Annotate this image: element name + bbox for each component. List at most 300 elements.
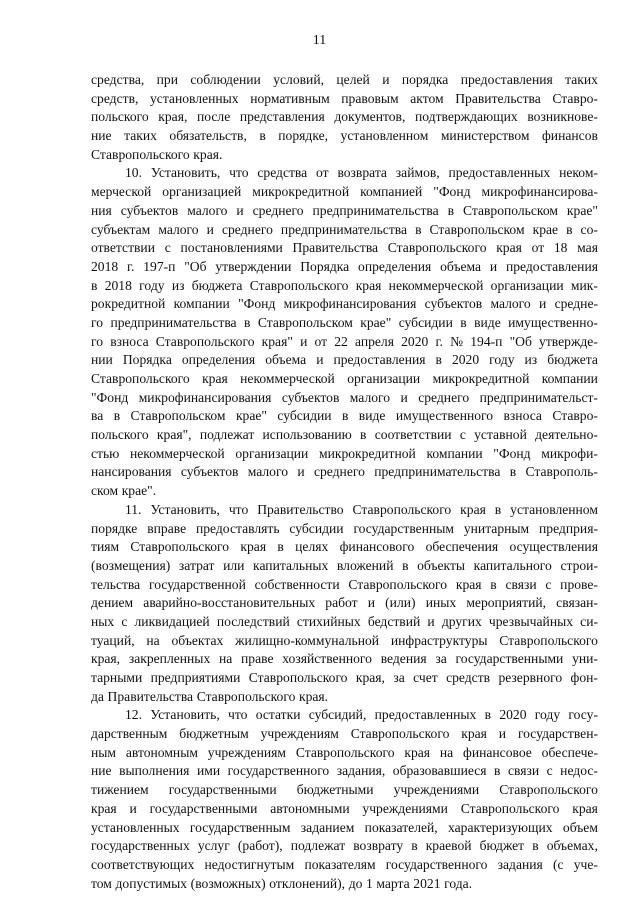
word: некоммерческой	[240, 371, 335, 386]
word: возврату	[353, 838, 404, 854]
word: организации	[490, 277, 564, 293]
word: государственными	[455, 651, 564, 667]
word: рокредитной	[91, 296, 166, 312]
text-line	[91, 576, 598, 595]
word: подлежат	[199, 427, 255, 443]
word: мероприятий,	[466, 595, 547, 611]
word: за	[393, 670, 405, 685]
word: микрокредитной	[252, 184, 350, 200]
word: крае"	[235, 408, 267, 424]
word: предпринимательства	[280, 221, 408, 237]
text-line	[91, 258, 598, 277]
word: в	[411, 838, 418, 854]
word: отклонений),	[269, 875, 346, 891]
word: Ставропольского	[249, 277, 349, 293]
word: дением	[91, 595, 134, 611]
word: Установить,	[150, 165, 221, 181]
word: го	[91, 314, 104, 330]
word: Ставропольского	[91, 371, 190, 386]
word: предпринимательства	[110, 314, 237, 330]
word: средства,	[91, 72, 145, 87]
word: связи	[507, 763, 540, 779]
word: что	[228, 707, 248, 723]
word: 2020	[451, 352, 480, 368]
word: таких	[124, 128, 157, 144]
word: в	[490, 576, 497, 592]
word: и	[236, 202, 244, 218]
word: образовавшиеся	[392, 763, 487, 779]
word: документов,	[334, 109, 406, 125]
document-body	[91, 71, 598, 893]
word: актом	[410, 90, 444, 106]
text-line	[91, 875, 598, 894]
word: от	[531, 240, 545, 256]
word: 22	[334, 333, 348, 349]
word: бюджета	[547, 352, 598, 368]
word: году	[489, 352, 515, 368]
word: и	[382, 72, 390, 87]
word: остатки	[255, 707, 301, 723]
word: связи	[505, 576, 537, 592]
word: ведения	[380, 651, 427, 667]
word: 197-п	[143, 258, 176, 274]
word: имущественного	[395, 408, 494, 424]
word: микрофинансирова-	[481, 184, 598, 200]
word: края	[572, 800, 598, 816]
text-line	[91, 501, 598, 520]
word: порядка	[401, 72, 449, 87]
word: в	[566, 221, 573, 237]
word: автономными	[270, 800, 350, 816]
word: микрофинансирования	[138, 389, 272, 405]
word: от	[316, 165, 329, 181]
word: микрофи-	[541, 445, 598, 461]
word: взноса	[503, 408, 542, 424]
word: характеризующих	[448, 819, 553, 835]
word: марта	[376, 875, 410, 891]
word: показателей,	[364, 819, 438, 835]
text-line	[91, 538, 598, 557]
word: с	[121, 613, 128, 629]
word: до	[348, 875, 363, 891]
word: государственной	[148, 576, 246, 592]
text-line	[91, 837, 598, 856]
text-line	[91, 800, 598, 819]
word: крае"	[566, 202, 598, 218]
text-line	[91, 239, 598, 258]
word: среднего	[221, 221, 273, 237]
word: уставной	[474, 427, 527, 443]
word: счет	[413, 670, 438, 685]
word: определения	[181, 352, 256, 368]
word: 2021	[413, 875, 441, 891]
text-line	[91, 445, 598, 464]
text-line	[91, 277, 598, 296]
word: ими	[196, 763, 221, 779]
word: края	[455, 576, 482, 592]
word: Ставропольском	[130, 408, 226, 424]
text-line	[91, 164, 598, 183]
word: да	[91, 688, 104, 704]
word: края	[404, 744, 431, 760]
text-line	[91, 706, 598, 725]
word: виде	[358, 408, 386, 424]
word: государственным	[353, 520, 454, 536]
text-line	[91, 71, 598, 90]
word: учреждениям	[207, 744, 286, 760]
word: имущественно-	[508, 314, 598, 330]
word: предприятиями	[150, 670, 241, 685]
word: и	[427, 613, 435, 629]
word: среднего	[418, 389, 470, 405]
word: том	[91, 875, 112, 891]
word: Ставропольского	[91, 146, 190, 162]
word: затрат	[178, 557, 215, 573]
word: мая	[577, 240, 598, 256]
word: на	[146, 632, 160, 648]
word: уни-	[572, 651, 598, 667]
word: организацией	[162, 184, 242, 200]
word: государственных	[91, 838, 190, 854]
text-line	[91, 781, 598, 800]
word: №	[450, 333, 464, 349]
word: Ставропольского	[348, 576, 448, 592]
word: Установить,	[150, 501, 220, 517]
word: "Об	[184, 258, 207, 274]
word: Правительства	[292, 240, 379, 256]
word: мерческой	[91, 184, 152, 200]
text-line	[91, 762, 598, 781]
word: установленных	[91, 819, 180, 835]
word: таких	[565, 72, 598, 87]
word: (работ),	[237, 838, 283, 854]
word: учреждениям	[260, 726, 339, 742]
word: государственного	[227, 763, 330, 779]
word: края	[460, 501, 486, 517]
word: году	[534, 707, 561, 723]
word: субъектов	[180, 464, 239, 480]
word: организации	[235, 445, 309, 461]
text-line	[91, 108, 598, 127]
word: хозяйственного	[282, 651, 372, 667]
word: фон-	[570, 670, 598, 685]
text-line	[91, 351, 598, 370]
word: в	[244, 314, 251, 330]
word: с	[459, 427, 466, 443]
word: Ставропольского	[499, 782, 598, 798]
word: "Фонд	[238, 296, 276, 312]
word: учреждениями	[393, 782, 480, 798]
word: унитарным	[463, 520, 530, 536]
word: года.	[444, 875, 473, 891]
word: автономным	[125, 744, 198, 760]
word: нормативным	[250, 90, 330, 106]
word: и	[498, 726, 507, 742]
word: виде	[474, 314, 501, 330]
word: условий,	[273, 72, 324, 87]
word: средне-	[554, 296, 598, 312]
word: недос-	[560, 763, 598, 779]
word: (возмещения)	[91, 557, 171, 573]
word: и	[539, 296, 547, 312]
word: взноса	[110, 333, 149, 349]
word: бюджетными	[296, 782, 374, 798]
word: нии	[91, 352, 113, 368]
word: капитальных	[253, 557, 329, 573]
word: жилищно-коммунальной	[235, 632, 380, 648]
word: польского	[91, 109, 149, 125]
text-line	[91, 520, 598, 539]
word: праве	[241, 651, 274, 667]
word: государственными	[168, 782, 277, 798]
word: государственного	[385, 856, 488, 872]
word: с	[545, 576, 552, 592]
word: в	[460, 314, 467, 330]
text-line	[91, 688, 598, 707]
word: субъектам	[91, 221, 151, 237]
word: субъектов	[281, 389, 340, 405]
word: в	[341, 408, 349, 424]
word: правовым	[341, 90, 399, 106]
word: в	[91, 277, 98, 293]
word: допустимых	[115, 875, 188, 891]
word: финансов	[542, 128, 598, 144]
word: государственными	[149, 800, 258, 816]
word: выполнения	[119, 763, 190, 779]
word: установленном	[340, 128, 429, 144]
word: установленном	[510, 501, 598, 517]
word: обеспече-	[541, 744, 598, 760]
word: края	[355, 277, 382, 293]
text-line	[91, 463, 598, 482]
word: "Об	[509, 333, 532, 349]
word: г.	[126, 258, 135, 274]
word: некоммерческой	[388, 277, 484, 293]
word: (возможных)	[190, 875, 266, 891]
word: объема	[440, 258, 482, 274]
word: работ	[325, 595, 358, 611]
text-line	[91, 482, 598, 501]
word: малого	[158, 221, 199, 237]
word: объектах	[171, 632, 224, 648]
word: связан-	[556, 595, 598, 611]
word: апреля	[354, 333, 394, 349]
word: края	[496, 240, 522, 256]
word: государствен-	[517, 726, 598, 742]
word: средств	[446, 670, 491, 685]
word: государственным	[189, 819, 291, 835]
word: порядке	[91, 520, 138, 536]
word: соответствии	[374, 427, 452, 443]
word: края"	[261, 333, 293, 349]
text-line	[91, 594, 598, 613]
word: субъектов	[424, 296, 483, 312]
word: и	[489, 258, 498, 274]
word: мик-	[570, 277, 598, 293]
word: закрепленных	[128, 651, 211, 667]
word: Ставропольском	[429, 221, 525, 237]
text-line	[91, 127, 598, 146]
text-line	[91, 407, 598, 426]
word: недостигнутым	[204, 856, 295, 872]
word: последствий	[216, 613, 290, 629]
word: в	[277, 539, 284, 555]
word: края.	[193, 146, 223, 162]
word: Ставропольского	[130, 539, 230, 555]
word: края,	[158, 109, 188, 125]
word: предоставления	[505, 258, 598, 274]
word: в	[484, 707, 492, 723]
word: Ставропольского	[460, 800, 560, 816]
word: 12.	[125, 707, 142, 723]
word: бюджета	[191, 277, 243, 293]
word: г.	[435, 333, 443, 349]
word: Ставропольского	[350, 726, 450, 742]
word: Установить,	[150, 707, 220, 723]
word: ва	[91, 408, 104, 424]
word: в	[415, 221, 422, 237]
word: Правительство	[257, 501, 344, 517]
word: некоммерческой	[130, 445, 225, 461]
word: при	[156, 72, 178, 87]
word: края,	[91, 651, 121, 667]
word: предоставления	[460, 72, 553, 87]
word: установленных	[150, 90, 239, 106]
word: 2018	[104, 277, 132, 293]
word: малого	[349, 389, 391, 405]
word: компании	[173, 296, 230, 312]
word: с	[164, 240, 171, 256]
word: бюджетным	[179, 726, 249, 742]
word: финансовое	[463, 744, 532, 760]
word: порядке,	[278, 128, 329, 144]
word: 10.	[125, 165, 142, 181]
word: края	[240, 539, 267, 555]
text-line	[91, 632, 598, 651]
word: из	[524, 352, 538, 368]
word: 11.	[125, 501, 142, 517]
word: краевой	[425, 838, 472, 854]
word: от	[314, 333, 328, 349]
word: тарными	[91, 670, 143, 685]
word: в	[447, 202, 455, 218]
word: займов,	[395, 165, 440, 181]
word: Ставропольского	[352, 501, 452, 517]
word: строи-	[560, 557, 598, 573]
word: предоставлять	[195, 520, 280, 536]
word: в	[259, 128, 266, 144]
text-line	[91, 202, 598, 221]
word: и	[300, 333, 308, 349]
word: других	[441, 613, 482, 629]
word: нансирования	[91, 464, 172, 480]
word: малого	[187, 202, 228, 218]
word: Ставрополь-	[525, 464, 598, 480]
word: компании	[426, 445, 483, 461]
word: объема	[265, 352, 307, 368]
word: в	[494, 763, 501, 779]
text-line	[91, 744, 598, 763]
text-line	[91, 389, 598, 408]
word: Ставро-	[552, 90, 598, 106]
text-line	[91, 146, 598, 165]
word: в	[509, 464, 517, 480]
word: субсидий,	[308, 707, 367, 723]
word: и	[316, 352, 324, 368]
word: в	[402, 557, 409, 573]
word: обязательств,	[169, 128, 247, 144]
word: вложений	[336, 557, 394, 573]
word: Порядка	[300, 258, 350, 274]
word: из	[171, 277, 185, 293]
word: возврата	[337, 165, 387, 181]
word: среднего	[313, 464, 365, 480]
word: 2018	[91, 258, 119, 274]
word: тиям	[91, 539, 120, 555]
word: средства	[257, 165, 308, 181]
word: малого	[247, 464, 289, 480]
word: инфраструктуры	[390, 632, 488, 648]
word: Правительства	[455, 90, 541, 106]
word: заданием	[300, 819, 355, 835]
word: определения	[358, 258, 432, 274]
word: Ставропольского	[196, 688, 296, 704]
text-line	[91, 819, 598, 838]
word: Правительства	[107, 688, 194, 704]
word: со-	[580, 221, 598, 237]
word: 194-п	[470, 333, 503, 349]
word: с	[546, 763, 553, 779]
word: иных	[425, 595, 457, 611]
text-line	[91, 426, 598, 445]
word: предпринимательст-	[479, 389, 598, 405]
word: крае".	[121, 483, 157, 499]
text-line	[91, 613, 598, 632]
word: малого	[490, 296, 531, 312]
word: 1	[366, 875, 373, 891]
word: края.	[298, 688, 329, 704]
page-number: 11	[312, 33, 327, 48]
word: году	[139, 277, 165, 293]
word: предоставленных	[448, 165, 551, 181]
word: собственности	[254, 576, 340, 592]
word: края	[202, 371, 228, 386]
word: или	[223, 557, 245, 573]
word: ным	[91, 744, 117, 760]
word: объем	[562, 819, 598, 835]
text-line	[91, 295, 598, 314]
word: Ставропольского	[155, 333, 255, 349]
word: уче-	[573, 856, 598, 872]
word: 2020	[401, 333, 429, 349]
word: целях	[295, 539, 329, 555]
word: предприя-	[539, 520, 598, 536]
word: объекты	[417, 557, 466, 573]
word: резервного	[498, 670, 563, 685]
text-line	[91, 183, 598, 202]
text-line	[91, 370, 598, 389]
word: Ставропольском	[462, 202, 558, 218]
word: средств,	[91, 90, 139, 106]
word: (с	[552, 856, 564, 872]
word: что	[229, 165, 249, 181]
word: бедствий	[367, 613, 421, 629]
word: "Фонд	[433, 184, 471, 200]
word: края	[91, 800, 117, 816]
word: представления	[239, 109, 325, 125]
word: тижением	[91, 782, 149, 798]
text-line	[91, 557, 598, 576]
